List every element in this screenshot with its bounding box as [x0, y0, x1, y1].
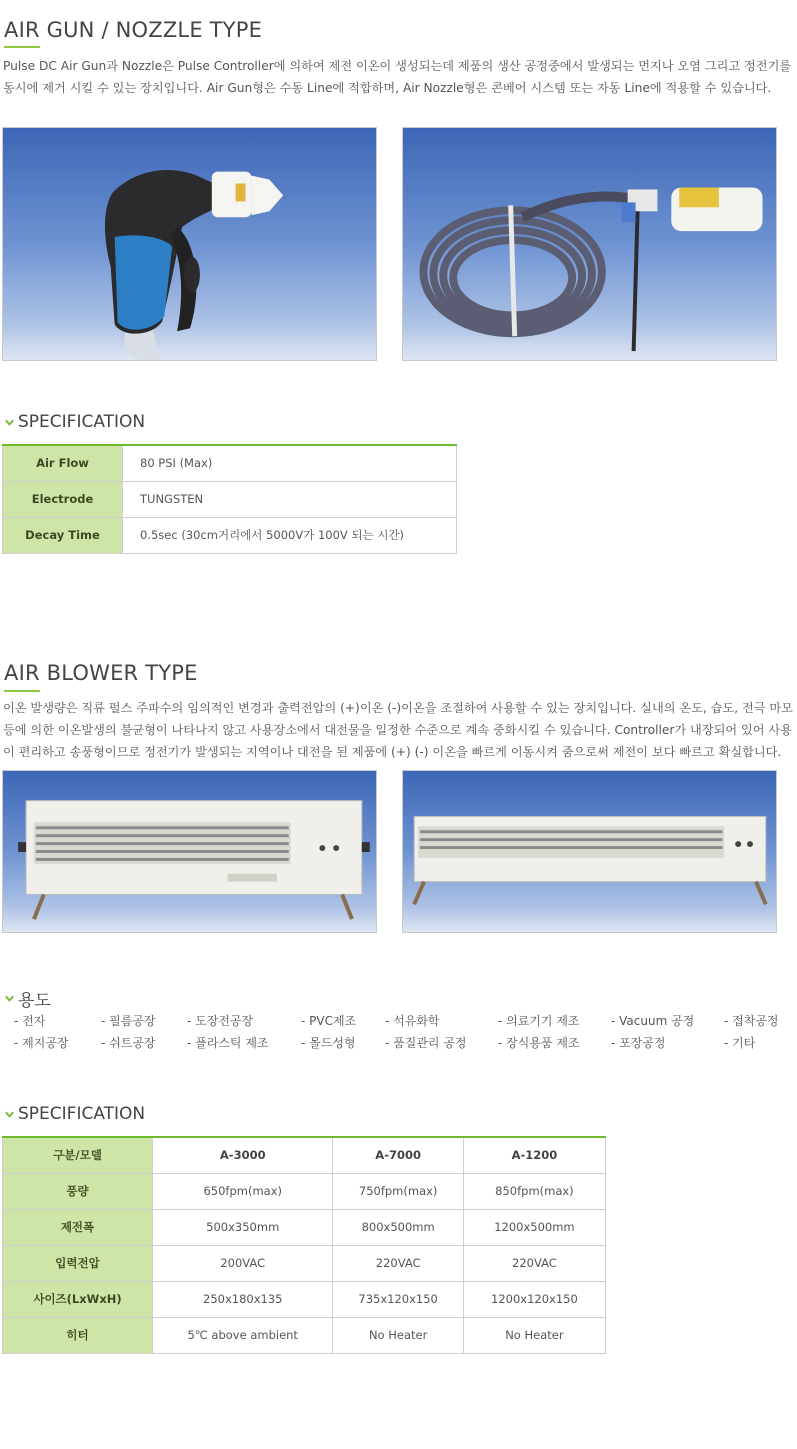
spec-value: 735x120x150	[333, 1281, 463, 1317]
desc-line: Pulse DC Air Gun과 Nozzle은 Pulse Controller에 의하여 제전 이온이 생성되는데 제품의 생산 공정중에서 발생되는 먼지나 오염 그리고 정전기를	[3, 59, 792, 73]
table-row	[3, 445, 457, 481]
spec-value: No Heater	[463, 1317, 605, 1353]
spec-label: Electrode	[3, 481, 123, 517]
model-header: A-7000	[333, 1137, 463, 1173]
table-row	[3, 1245, 606, 1281]
list-item: - 의료기기 제조	[498, 1014, 580, 1028]
air-blower-description	[3, 697, 791, 763]
air-blower-illustration	[403, 771, 776, 932]
air-gun-illustration	[3, 128, 376, 360]
title-underline	[4, 690, 40, 692]
spec-value: 750fpm(max)	[333, 1173, 463, 1209]
list-item: - 플라스틱 제조	[187, 1036, 269, 1050]
model-header: A-1200	[463, 1137, 605, 1173]
desc-line: 이온 발생량은 직류 펄스 주파수의 임의적인 변경과 출력전압의 (+)이온 (-)이온을 조절하여 사용할 수 있는 장치입니다. 실내의 온도, 습도, 전극 마모	[3, 701, 793, 715]
spec-value: 250x180x135	[153, 1281, 333, 1317]
air-blower-spec-table	[2, 1136, 606, 1354]
list-item: - 석유화학	[385, 1014, 440, 1028]
list-item: - 제지공장	[14, 1036, 69, 1050]
spec-label: 구분/모델	[3, 1137, 153, 1173]
air-blower-photo-2	[402, 770, 777, 933]
table-row	[3, 517, 457, 553]
uses-title	[4, 986, 51, 1011]
spec-value: 500x350mm	[153, 1209, 333, 1245]
spec-value: 200VAC	[153, 1245, 333, 1281]
section-title-air-blower: AIR BLOWER TYPE	[4, 661, 198, 685]
list-item: - 전자	[14, 1014, 46, 1028]
desc-line: 등에 의한 이온발생의 불균형이 나타나지 않고 사용장소에서 대전물을 일정한 수준으로 계속 중화시킬 수 있습니다. Controller가 내장되어 있어 사용	[3, 723, 792, 737]
air-blower-photo-1	[2, 770, 377, 933]
spec-value: 80 PSI (Max)	[123, 445, 457, 481]
list-item: - PVC제조	[301, 1014, 357, 1028]
spec-label: 사이즈(LxWxH)	[3, 1281, 153, 1317]
spec-title-air-blower	[4, 1104, 145, 1124]
air-gun-spec-table	[2, 444, 457, 554]
spec-value: TUNGSTEN	[123, 481, 457, 517]
list-item: - 필름공장	[101, 1014, 156, 1028]
uses-title-text: 용도	[18, 991, 51, 1011]
desc-line: 이 편리하고 송풍형이므로 정전기가 발생되는 지역이나 대전을 된 제품에 (+) (-) 이온을 빠르게 이동시켜 줌으로써 제전이 보다 빠르고 확실합니다.	[3, 745, 782, 759]
list-item: - 포장공정	[611, 1036, 666, 1050]
list-item: - 몰드성형	[301, 1036, 356, 1050]
spec-value: 220VAC	[333, 1245, 463, 1281]
spec-value: 0.5sec (30cm거리에서 5000V가 100V 되는 시간)	[123, 517, 457, 553]
chevron-down-icon	[4, 993, 15, 1004]
chevron-down-icon	[4, 1109, 15, 1120]
spec-label: Air Flow	[3, 445, 123, 481]
table-row	[3, 1281, 606, 1317]
spec-value: 5℃ above ambient	[153, 1317, 333, 1353]
section-title-air-gun: AIR GUN / NOZZLE TYPE	[4, 18, 263, 42]
title-underline	[4, 46, 40, 48]
table-row	[3, 1317, 606, 1353]
spec-value: 850fpm(max)	[463, 1173, 605, 1209]
air-nozzle-illustration	[403, 128, 776, 360]
chevron-down-icon	[4, 417, 15, 428]
air-blower-illustration	[3, 771, 376, 932]
list-item: - Vacuum 공정	[611, 1014, 695, 1028]
table-header-row	[3, 1137, 606, 1173]
spec-title-air-gun	[4, 412, 145, 432]
spec-value: 220VAC	[463, 1245, 605, 1281]
uses-row	[14, 1012, 794, 1034]
table-row	[3, 1173, 606, 1209]
air-nozzle-photo	[402, 127, 777, 361]
table-row	[3, 1209, 606, 1245]
list-item: - 장식용품 제조	[498, 1036, 580, 1050]
spec-label: 제전폭	[3, 1209, 153, 1245]
list-item: - 쉬트공장	[101, 1036, 156, 1050]
air-gun-description	[3, 55, 791, 99]
model-header: A-3000	[153, 1137, 333, 1173]
uses-row	[14, 1034, 794, 1056]
list-item: - 접착공정	[724, 1014, 779, 1028]
spec-label: Decay Time	[3, 517, 123, 553]
spec-value: No Heater	[333, 1317, 463, 1353]
desc-line: 동시에 제거 시킬 수 있는 장치입니다. Air Gun형은 수동 Line에 적합하며, Air Nozzle형은 콘베어 시스템 또는 자동 Line에 적용할 수 있습니다.	[3, 81, 772, 95]
spec-title-text: SPECIFICATION	[18, 412, 146, 432]
uses-list	[14, 1012, 794, 1056]
spec-label: 입력전압	[3, 1245, 153, 1281]
spec-value: 650fpm(max)	[153, 1173, 333, 1209]
spec-label: 히터	[3, 1317, 153, 1353]
list-item: - 품질관리 공정	[385, 1036, 467, 1050]
list-item: - 기타	[724, 1036, 756, 1050]
spec-value: 800x500mm	[333, 1209, 463, 1245]
air-gun-photo	[2, 127, 377, 361]
spec-title-text: SPECIFICATION	[18, 1104, 146, 1124]
spec-value: 1200x500mm	[463, 1209, 605, 1245]
spec-label: 풍량	[3, 1173, 153, 1209]
table-row	[3, 481, 457, 517]
spec-value: 1200x120x150	[463, 1281, 605, 1317]
list-item: - 도장전공장	[187, 1014, 254, 1028]
